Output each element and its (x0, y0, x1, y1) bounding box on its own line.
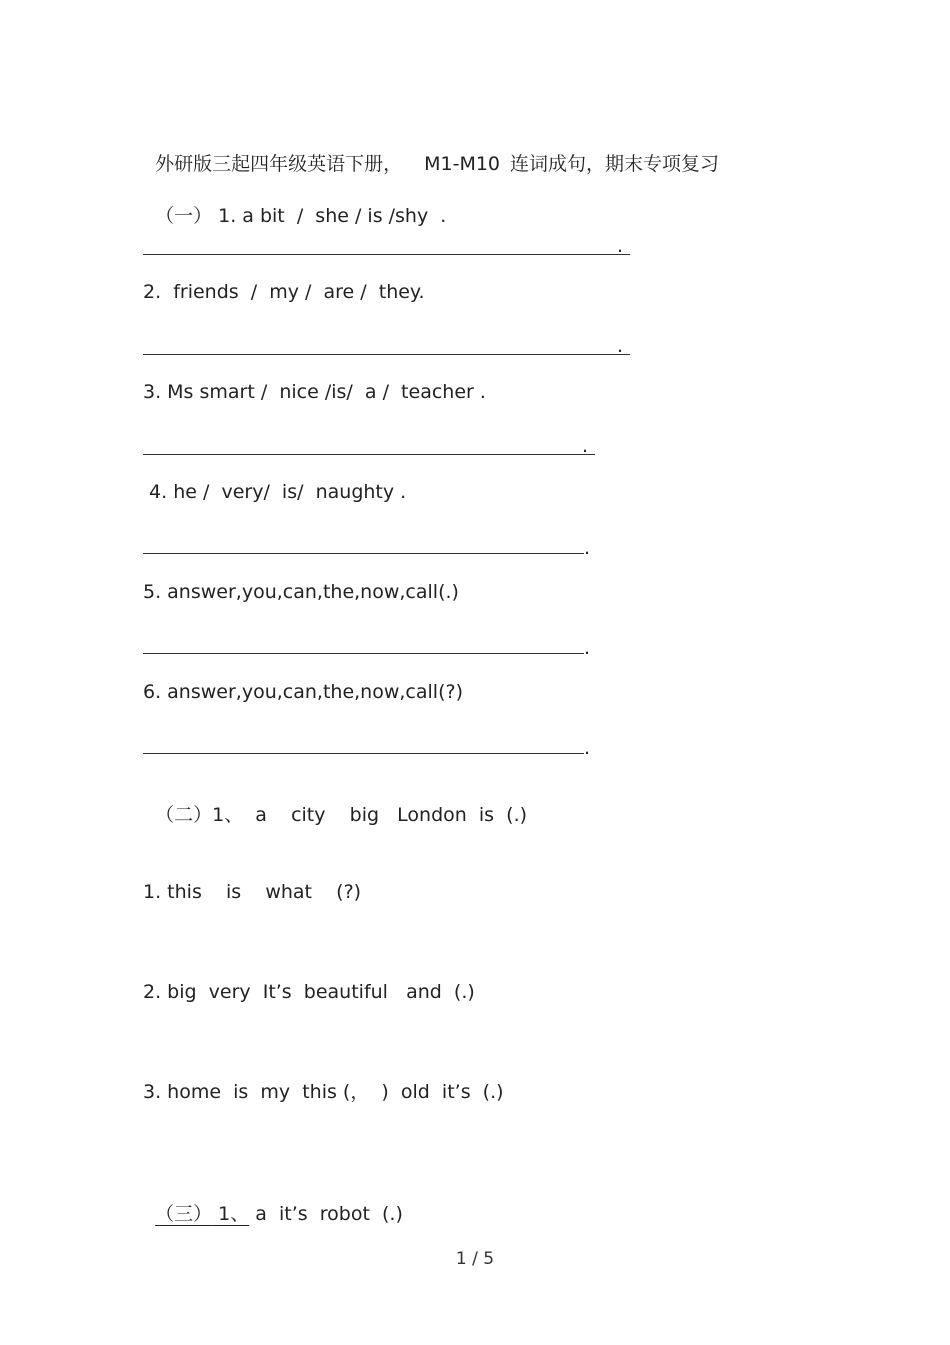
blank-period: . (617, 335, 624, 357)
section1-q4: 4. he / very/ is/ naughty . (143, 481, 407, 503)
answer-blank[interactable] (143, 240, 630, 255)
title-range: M1-M10 (424, 153, 501, 175)
answer-blank[interactable] (143, 440, 595, 455)
answer-blank[interactable] (143, 340, 630, 355)
section1-q5: 5. answer,you,can,the,now,call(.) (143, 581, 459, 603)
section1-q3: 3. Ms smart / nice /is/ a / teacher . (143, 381, 486, 403)
section2-q3: 2. big very It’s beautiful and (.) (143, 981, 475, 1003)
question-text: 1. a bit / she / is /shy . (218, 205, 447, 227)
title-cn: 外研版三起四年级英语下册， (155, 153, 403, 175)
answer-blank[interactable] (143, 639, 584, 654)
section1-heading: （一） (155, 205, 213, 227)
blank-period: . (617, 235, 624, 257)
section3-item-number: 1、 (212, 1203, 250, 1225)
question-text: 1、 a city big London is (.) (212, 804, 528, 826)
section1-q1 (143, 180, 446, 228)
answer-blank[interactable] (143, 539, 584, 554)
section1-q2: 2. friends / my / are / they. (143, 281, 425, 303)
section2-q1 (143, 779, 527, 827)
page-title (143, 128, 719, 176)
blank-period: . (582, 435, 589, 457)
page-number: 1 / 5 (455, 1249, 495, 1269)
title-rest: 连词成句，期末专项复习 (510, 153, 720, 175)
section2-q4: 3. home is my this (， ) old it’s (.) (143, 1081, 504, 1103)
section2-q2: 1. this is what (?) (143, 881, 362, 903)
section3-heading: （三） (155, 1203, 213, 1225)
blank-period: . (584, 537, 591, 559)
section2-heading: （二） (155, 804, 213, 826)
question-text: a it’s robot (.) (249, 1203, 403, 1225)
section3-q1 (143, 1178, 403, 1226)
answer-blank[interactable] (143, 739, 584, 754)
section1-q6: 6. answer,you,can,the,now,call(?) (143, 681, 463, 703)
section3-heading-underlined (155, 1203, 249, 1225)
blank-period: . (584, 737, 591, 759)
blank-period: . (584, 637, 591, 659)
